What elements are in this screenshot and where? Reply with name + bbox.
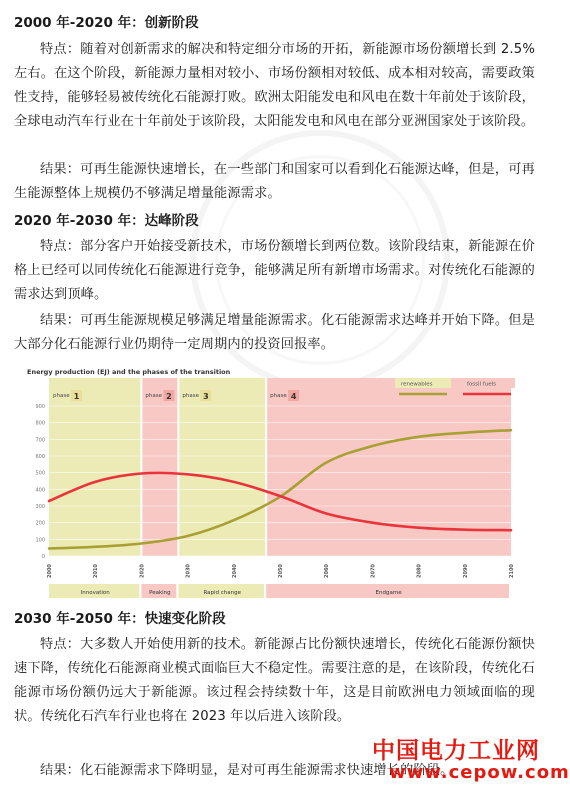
section-features-innovation: 特点：随着对创新需求的解决和特定细分市场的开拓，新能源市场份额增长到 2.5%左右。在这个阶段，新能源力量相对较小、市场份额相对较低、成本相对较高，需要政策性支持，能够轻易被传统化石能源打败。欧洲太阳能发电和风电在数十年前处于该阶段，全球电动汽车行业在十年前处于该阶段，太阳能发电和风电在部分亚洲国家处于该阶段。 xyxy=(14,42,535,129)
phase-band-1 xyxy=(49,378,141,556)
phase-label-1: phase xyxy=(53,393,70,399)
legend-label-fossil: fossil fuels xyxy=(467,381,497,388)
x-tick-label-2080: 2080 xyxy=(416,564,423,578)
phase-name-1: Innovation xyxy=(80,590,110,596)
legend-label-renewables: renewables xyxy=(401,381,433,388)
section-features-peaking: 特点：部分客户开始接受新技术，市场份额增长到两位数。该阶段结束，新能源在价格上已经可以同传统化石能源进行竞争，能够满足所有新增市场需求。对传统化石能源的需求达到顶峰。 xyxy=(14,239,535,302)
x-tick-label-2040: 2040 xyxy=(231,564,238,578)
phase-number-4: 4 xyxy=(290,392,297,401)
y-tick-label-300: 300 xyxy=(35,504,45,510)
phase-name-4: Endgame xyxy=(375,590,402,596)
x-tick-label-2030: 2030 xyxy=(185,564,192,578)
section-heading-rapid-change: 2030 年-2050 年：快速变化阶段 xyxy=(14,611,226,627)
y-tick-label-0: 0 xyxy=(41,554,45,560)
x-tick-label-2010: 2010 xyxy=(93,564,100,578)
y-tick-label-700: 700 xyxy=(35,437,45,444)
y-tick-label-400: 400 xyxy=(35,487,45,494)
x-tick-label-2000: 2000 xyxy=(47,564,53,578)
section-heading-peaking: 2020 年-2030 年：达峰阶段 xyxy=(14,213,199,229)
section-result-rapid-change: 结果：化石能源需求下降明显，是对可再生能源需求快速增长的阶段。 xyxy=(40,763,454,778)
phase-band-2 xyxy=(141,378,178,556)
x-tick-label-2090: 2090 xyxy=(462,564,469,578)
section-heading-innovation: 2000 年-2020 年：创新阶段 xyxy=(14,15,199,31)
phase-band-3 xyxy=(178,378,266,556)
y-tick-label-100: 100 xyxy=(35,537,45,544)
watermark-url: www.cepow.com xyxy=(389,762,570,783)
chart-title: Energy production (EJ) and the phases of the transition xyxy=(27,368,231,376)
x-tick-label-2050: 2050 xyxy=(278,564,284,578)
x-tick-label-2060: 2060 xyxy=(324,564,331,578)
phase-number-2: 2 xyxy=(166,392,172,401)
watermark-brand: 中国电力工业网 xyxy=(372,738,540,764)
section-result-innovation: 结果：可再生能源快速增长，在一些部门和国家可以看到化石能源达峰，但是，可再生能源整体上规模仍不够满足增量能源需求。 xyxy=(14,162,535,201)
x-tick-label-2100: 2100 xyxy=(509,564,515,578)
phase-label-2: phase xyxy=(145,393,163,399)
y-tick-label-200: 200 xyxy=(35,520,45,527)
phase-number-3: 3 xyxy=(203,392,209,401)
x-tick-label-2070: 2070 xyxy=(370,564,377,578)
x-tick-label-2020: 2020 xyxy=(139,564,146,578)
y-tick-label-800: 800 xyxy=(35,420,45,427)
y-tick-label-900: 900 xyxy=(35,404,45,410)
phase-name-3: Rapid change xyxy=(203,590,242,596)
section-features-rapid-change: 特点：大多数人开始使用新的技术。新能源占比份额快速增长，传统化石能源份额快速下降，传统化石能源商业模式面临巨大不稳定性。需要注意的是，在该阶段，传统化石能源市场份额仍远大于新能源。该过程会持续数十年，这是目前欧洲电力领域面临的现状。传统化石汽车行业也将在 2023 年以后进入该阶段。 xyxy=(14,637,535,724)
energy-transition-chart xyxy=(27,366,523,600)
phase-name-2: Peaking xyxy=(149,590,171,596)
phase-label-4: phase xyxy=(270,393,287,399)
phase-label-3: phase xyxy=(182,393,199,399)
phase-number-1: 1 xyxy=(73,392,80,401)
y-tick-label-600: 600 xyxy=(35,454,45,460)
y-tick-label-500: 500 xyxy=(35,470,45,477)
section-result-peaking: 结果：可再生能源规模足够满足增量能源需求。化石能源需求达峰并开始下降。但是大部分化石能源行业仍期待一定周期内的投资回报率。 xyxy=(14,313,535,352)
